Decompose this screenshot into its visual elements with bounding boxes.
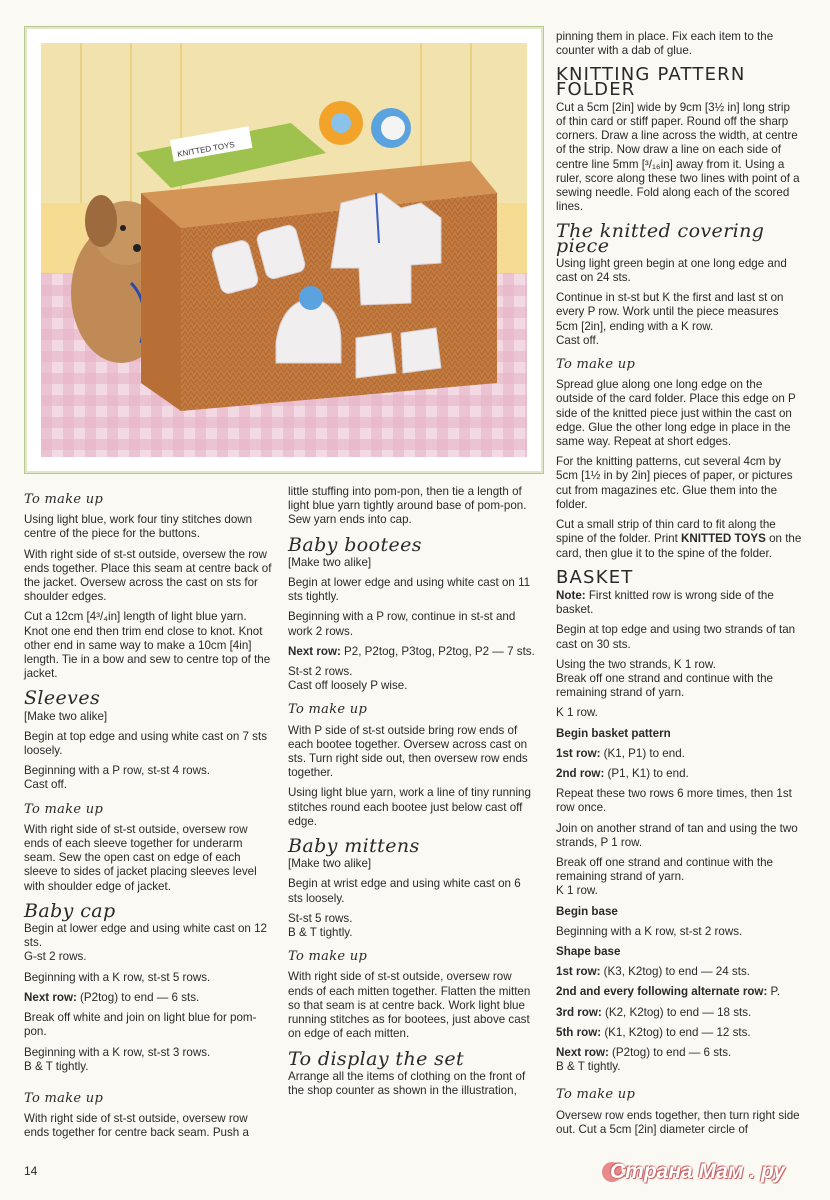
paragraph: Using light blue yarn, work a line of tiny running stitches round each bootee just below cast off edge. [288, 786, 531, 828]
paragraph [556, 518, 802, 561]
paragraph: K 1 row. [556, 884, 598, 898]
paragraph: [Make two alike] [288, 555, 372, 569]
heading-to-display-the-set: To display the set [288, 1047, 464, 1070]
paragraph: With P side of st-st outside bring row ends of each bootee together. Oversew across cast on sts. Turn right side out, then oversew row ends together. [288, 723, 528, 780]
bold-label: Next row: [556, 1045, 609, 1059]
paragraph: With right side of st-st outside, oversew row ends of each sleeve together for underarm seam. Sew the open cast on edge of each sleeve to sides of jacket placing sleeves level with shoulder edge of jacket. [24, 822, 257, 893]
heading-basket: BASKET [556, 566, 634, 588]
text: (P2tog) to end — 6 sts. [76, 990, 200, 1004]
paragraph: little stuffing into pom-pon, then tie a length of light blue yarn tightly around base of pom-pon. Sew yarn ends into cap. [288, 485, 527, 527]
heading-baby-mittens: Baby mittens [288, 835, 420, 858]
photo-illustration [41, 43, 527, 457]
paragraph [288, 645, 538, 659]
paragraph: Begin at lower edge and using white cast on 12 sts. [24, 922, 267, 950]
paragraph: Cast off loosely P wise. [288, 679, 408, 693]
paragraph [556, 589, 802, 617]
bold-label: Next row: [24, 990, 77, 1004]
paragraph: Break off white and join on light blue for pom-pon. [24, 1011, 257, 1039]
paragraph: St-st 5 rows. [288, 911, 353, 925]
bold-label: 1st row: [556, 965, 601, 979]
subheading-begin-basket-pattern: Begin basket pattern [556, 726, 671, 740]
heading-to-make-up: To make up [556, 357, 636, 373]
paragraph: With right side of st-st outside, oversew the row ends together. Place this seam at centre back of the jacket. Oversew across the cast on sts for shoulder edges. [24, 547, 272, 604]
paragraph: Join on another strand of tan and using the two strands, P 1 row. [556, 821, 798, 849]
text: First knitted row is wrong side of the basket. [556, 588, 774, 617]
column-right [556, 30, 802, 1143]
bold-label: 2nd row: [556, 766, 605, 780]
paragraph: pinning them in place. Fix each item to the counter with a dab of glue. [556, 30, 774, 58]
paragraph [556, 1046, 802, 1060]
paragraph: With right side of st-st outside, oversew row ends of each mitten together. Flatten the mitten so that seam is at centre back. Work light blue running stitches as for bootees, just above cast on edge of each mitten. [288, 970, 531, 1041]
photo-frame [24, 26, 544, 474]
paragraph: Arrange all the items of clothing on the front of the shop counter as shown in the illustration, [288, 1069, 526, 1097]
paragraph: Begin at lower edge and using white cast on 11 sts tightly. [288, 576, 531, 604]
paragraph: Begin at top edge and using white cast on 7 sts loosely. [24, 729, 267, 758]
paragraph: Beginning with a P row, st-st 4 rows. [24, 764, 211, 778]
paragraph: Beginning with a K row, st-st 3 rows. [24, 1045, 211, 1059]
paragraph: Begin at wrist edge and using white cast on 6 sts loosely. [288, 877, 521, 905]
bold-label: 5th row: [556, 1025, 602, 1039]
paragraph: Cut a 12cm [4³/₄in] length of light blue yarn. Knot one end then trim end close to knot. Knot other end in same way to make a 10cm [4in] length. Tie in a bow and sew to centre top of the jacket. [24, 610, 271, 681]
paragraph [556, 747, 802, 761]
paragraph: Cast off. [556, 333, 599, 347]
paragraph: Using light green begin at one long edge and cast on 24 sts. [556, 256, 787, 285]
shop-counter [141, 161, 497, 411]
heading-to-make-up: To make up [24, 492, 104, 507]
paragraph [556, 1006, 802, 1020]
bold-label: Note: [556, 588, 586, 602]
paragraph: [Make two alike] [288, 857, 372, 871]
paragraph [556, 965, 802, 979]
paragraph: St-st 2 rows. [288, 665, 353, 679]
heading-knitting-pattern-folder: KNITTING PATTERN FOLDER [556, 64, 746, 100]
paragraph [556, 767, 802, 781]
column-middle [288, 485, 538, 1104]
heading-to-make-up: To make up [288, 702, 368, 718]
paragraph: Beginning with a K row, st-st 2 rows. [556, 924, 743, 938]
paragraph: B & T tightly. [24, 1059, 89, 1073]
paragraph: Break off one strand and continue with the remaining strand of yarn. [556, 671, 773, 700]
paragraph [556, 985, 802, 999]
heading-baby-bootees: Baby bootees [288, 533, 422, 556]
paragraph: Oversew row ends together, then turn right side out. Cut a 5cm [2in] diameter circle of [556, 1108, 800, 1136]
text: (K1, P1) to end. [600, 746, 685, 760]
bold-label: 1st row: [556, 746, 601, 760]
paragraph: With right side of st-st outside, oversew row ends together for centre back seam. Push a [24, 1112, 249, 1140]
text: (P2tog) to end — 6 sts. [608, 1045, 732, 1059]
subheading-begin-base: Begin base [556, 904, 618, 918]
text: (P1, K1) to end. [604, 766, 689, 780]
heading-knitted-covering-piece: The knitted covering piece [556, 220, 765, 257]
paragraph: Using the two strands, K 1 row. [556, 657, 716, 671]
site-watermark: Страна Мам . ру [610, 1160, 785, 1183]
heading-to-make-up: To make up [288, 949, 368, 965]
paragraph: K 1 row. [556, 706, 598, 720]
paragraph: Continue in st-st but K the first and last st on every P row. Work until the piece measures 5cm [2in], ending with a K row. [556, 291, 784, 333]
paragraph: Break off one strand and continue with the remaining strand of yarn. [556, 855, 773, 884]
heading-to-make-up: To make up [24, 1090, 104, 1106]
paragraph: Begin at top edge and using two strands of tan cast on 30 sts. [556, 623, 796, 651]
text: P2, P2tog, P3tog, P2tog, P2 — 7 sts. [340, 644, 535, 658]
heading-baby-cap: Baby cap [24, 899, 116, 922]
text: (K3, K2tog) to end — 24 sts. [600, 965, 750, 979]
subheading-shape-base: Shape base [556, 944, 621, 958]
heading-sleeves: Sleeves [24, 687, 101, 710]
paragraph: B & T tightly. [556, 1060, 621, 1074]
bold-label: 2nd and every following alternate row: [556, 985, 768, 999]
paragraph: Beginning with a K row, st-st 5 rows. [24, 970, 211, 984]
text: (K2, K2tog) to end — 18 sts. [601, 1005, 752, 1019]
text: (K1, K2tog) to end — 12 sts. [601, 1025, 751, 1039]
column-left [24, 483, 272, 1147]
knitted-shop-counter-photo [41, 43, 527, 457]
heading-to-make-up: To make up [556, 1087, 636, 1103]
paragraph [556, 1026, 802, 1040]
paragraph: Using light blue, work four tiny stitches down centre of the piece for the buttons. [24, 513, 253, 541]
paragraph: Cast off. [24, 778, 67, 792]
text: Cut a small strip of thin card to fit along the spine of the folder. Print [556, 518, 776, 546]
heading-to-make-up: To make up [24, 801, 104, 817]
paragraph: Repeat these two rows 6 more times, then 1st row once. [556, 787, 792, 815]
bold-label: 3rd row: [556, 1005, 602, 1019]
text: P. [767, 985, 780, 999]
book-label: KNITTED TOYS [176, 140, 236, 159]
bold-label: Next row: [288, 644, 341, 658]
paragraph: Cut a 5cm [2in] wide by 9cm [3½ in] long strip of thin card or stiff paper. Round off the sharp corners. Draw a line across the width, at centre of the strip. Now draw a line on each side of centre line 5mm [³/₁₆in] away from it. Using a ruler, score along these two lines with point of a sewing needle. Fold along each of the scored lines. [556, 100, 800, 214]
paragraph: B & T tightly. [288, 926, 353, 940]
page-number: 14 [24, 1164, 38, 1178]
paragraph [24, 991, 272, 1005]
paragraph: Spread glue along one long edge on the outside of the card folder. Place this edge on P side of the knitted piece just within the cast on edge. Glue the other long edge in place in the same way. Repeat at short edges. [556, 378, 796, 449]
paragraph: G-st 2 rows. [24, 950, 87, 964]
text: on the card, then glue it to the spine of the folder. [556, 532, 802, 560]
paragraph: Beginning with a P row, continue in st-st and work 2 rows. [288, 610, 516, 638]
paragraph: For the knitting patterns, cut several 4cm by 5cm [1½ in by 2in] pieces of paper, or pictures cut from magazines etc. Glue them into the folder. [556, 455, 793, 511]
bold-label: KNITTED TOYS [681, 532, 766, 546]
paragraph: [Make two alike] [24, 709, 108, 723]
